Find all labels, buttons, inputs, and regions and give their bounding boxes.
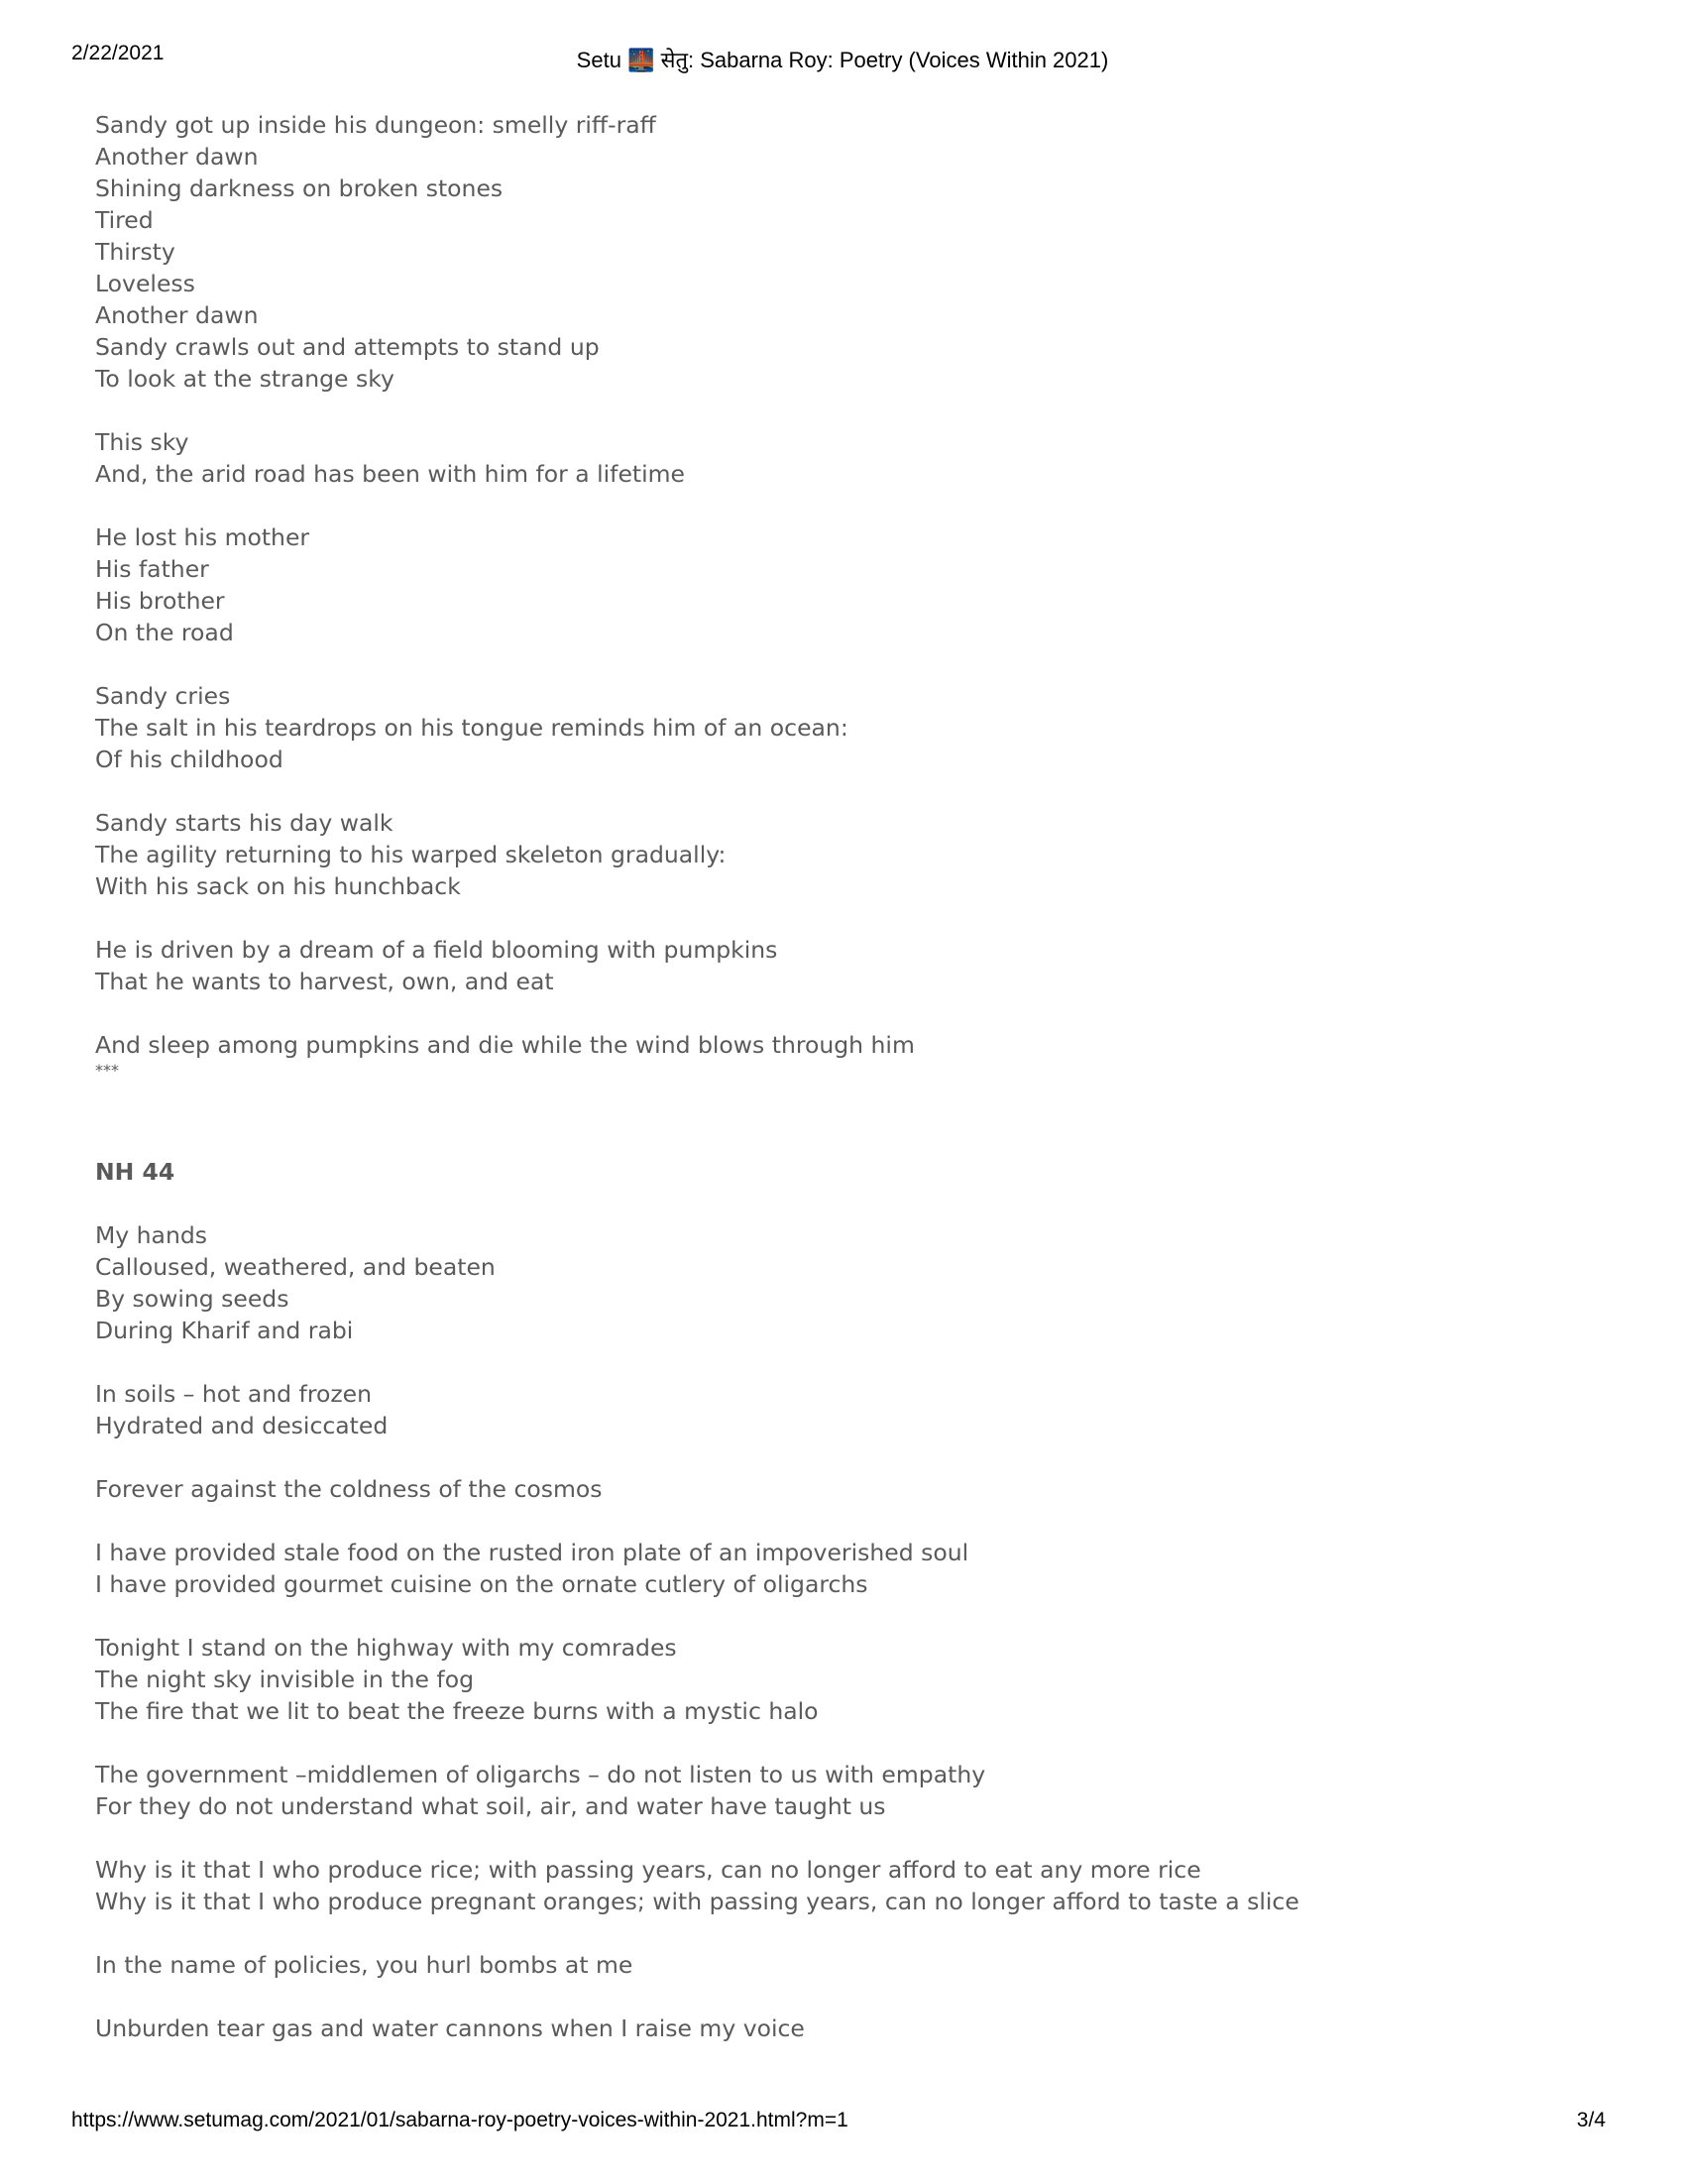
stanza-gap [95, 1505, 1582, 1537]
stanza [95, 1632, 1582, 1727]
stanza [95, 426, 1582, 490]
stanza [95, 1759, 1582, 1822]
poem-line: Sandy cries [95, 682, 231, 710]
poem-line: Of his childhood [95, 746, 283, 773]
poem-line: Thirsty [95, 238, 175, 266]
stanza-gap [95, 1346, 1582, 1378]
poem-line: Calloused, weathered, and beaten [95, 1253, 496, 1281]
poem-line: The salt in his teardrops on his tongue reminds him of an ocean: [95, 714, 848, 742]
stanza [95, 680, 1582, 775]
poem-line: In soils – hot and frozen [95, 1380, 373, 1408]
poem-line: Sandy got up inside his dungeon: smelly riff-raff [95, 111, 656, 139]
print-page-title [0, 45, 1685, 74]
poem-line: Unburden tear gas and water cannons when I raise my voice [95, 2014, 805, 2042]
bridge-icon: 🌉 [627, 48, 655, 72]
stanza [95, 1219, 1582, 1346]
print-footer-url: https://www.setumag.com/2021/01/sabarna-roy-poetry-voices-within-2021.html?m=1 [71, 2109, 848, 2131]
stanza-gap [95, 775, 1582, 807]
stanza [95, 807, 1582, 902]
stanza-gap [95, 490, 1582, 521]
stanza-gap [95, 1822, 1582, 1854]
title-prefix: Setu [576, 48, 621, 72]
poem-line: Another dawn [95, 301, 259, 329]
stanza [95, 1029, 1582, 1061]
poem-line: And, the arid road has been with him for a lifetime [95, 460, 686, 488]
stanza-gap [95, 902, 1582, 934]
poem-line: His brother [95, 587, 225, 615]
poem-line: Tonight I stand on the highway with my comrades [95, 1634, 677, 1662]
stanza [95, 2012, 1582, 2044]
stanza-gap [95, 1441, 1582, 1473]
stanza-gap [95, 395, 1582, 426]
stanza-gap [95, 1917, 1582, 1949]
poem-line: By sowing seeds [95, 1285, 289, 1313]
poem-line: To look at the strange sky [95, 365, 394, 393]
poem-line: And sleep among pumpkins and die while the wind blows through him [95, 1031, 915, 1059]
stanza [95, 521, 1582, 648]
poem-line: During Kharif and rabi [95, 1317, 354, 1344]
poem-line: On the road [95, 619, 234, 646]
poem-line: Sandy starts his day walk [95, 809, 393, 837]
poem-line: Why is it that I who produce rice; with passing years, can no longer afford to eat any more rice [95, 1856, 1201, 1884]
print-page-number: 3/4 [1576, 2109, 1606, 2131]
stanza [95, 1854, 1582, 1917]
poem-line: In the name of policies, you hurl bombs at me [95, 1951, 633, 1979]
poem-line: Forever against the coldness of the cosmos [95, 1475, 603, 1503]
poem-line: He lost his mother [95, 523, 310, 551]
poem-line: Hydrated and desiccated [95, 1412, 389, 1439]
stanza [95, 1473, 1582, 1505]
stanza-gap [95, 1981, 1582, 2012]
poem-line: Loveless [95, 270, 195, 297]
poem-line: His father [95, 555, 209, 583]
stanza [95, 1537, 1582, 1600]
poem-line: The night sky invisible in the fog [95, 1666, 474, 1693]
poem-title: NH 44 [95, 1158, 175, 1186]
poem-line: The fire that we lit to beat the freeze burns with a mystic halo [95, 1697, 819, 1725]
poem-nh44 [95, 1219, 1582, 2044]
title-suffix: सेतु: Sabarna Roy: Poetry (Voices Within 2021) [660, 48, 1109, 72]
poem-separator: *** [95, 1061, 119, 1080]
stanza-gap [95, 997, 1582, 1029]
stanza-gap [95, 1727, 1582, 1759]
stanza [95, 1949, 1582, 1981]
poem-line: For they do not understand what soil, air, and water have taught us [95, 1792, 886, 1820]
stanza-gap [95, 648, 1582, 680]
poem-line: The agility returning to his warped skeleton gradually: [95, 841, 727, 868]
poem-line: Why is it that I who produce pregnant oranges; with passing years, can no longer afford to taste a slice [95, 1888, 1299, 1915]
stanza-gap [95, 1600, 1582, 1632]
poem-line: Another dawn [95, 143, 259, 171]
poem-line: The government –middlemen of oligarchs – do not listen to us with empathy [95, 1761, 986, 1788]
poem-sandy [95, 109, 1582, 1061]
poem-line: My hands [95, 1221, 208, 1249]
stanza [95, 1378, 1582, 1441]
poem-line: Sandy crawls out and attempts to stand up [95, 333, 600, 361]
poem-line: That he wants to harvest, own, and eat [95, 968, 554, 995]
poem-line: This sky [95, 428, 189, 456]
poem-line: He is driven by a dream of a field blooming with pumpkins [95, 936, 778, 964]
stanza [95, 109, 1582, 395]
print-date: 2/22/2021 [71, 42, 165, 64]
poem-line: With his sack on his hunchback [95, 872, 461, 900]
poem-line: I have provided gourmet cuisine on the ornate cutlery of oligarchs [95, 1570, 868, 1598]
poem-line: Shining darkness on broken stones [95, 174, 504, 202]
poem-line: I have provided stale food on the rusted iron plate of an impoverished soul [95, 1539, 969, 1566]
article-body [95, 109, 1582, 2044]
stanza [95, 934, 1582, 997]
poem-line: Tired [95, 206, 154, 234]
